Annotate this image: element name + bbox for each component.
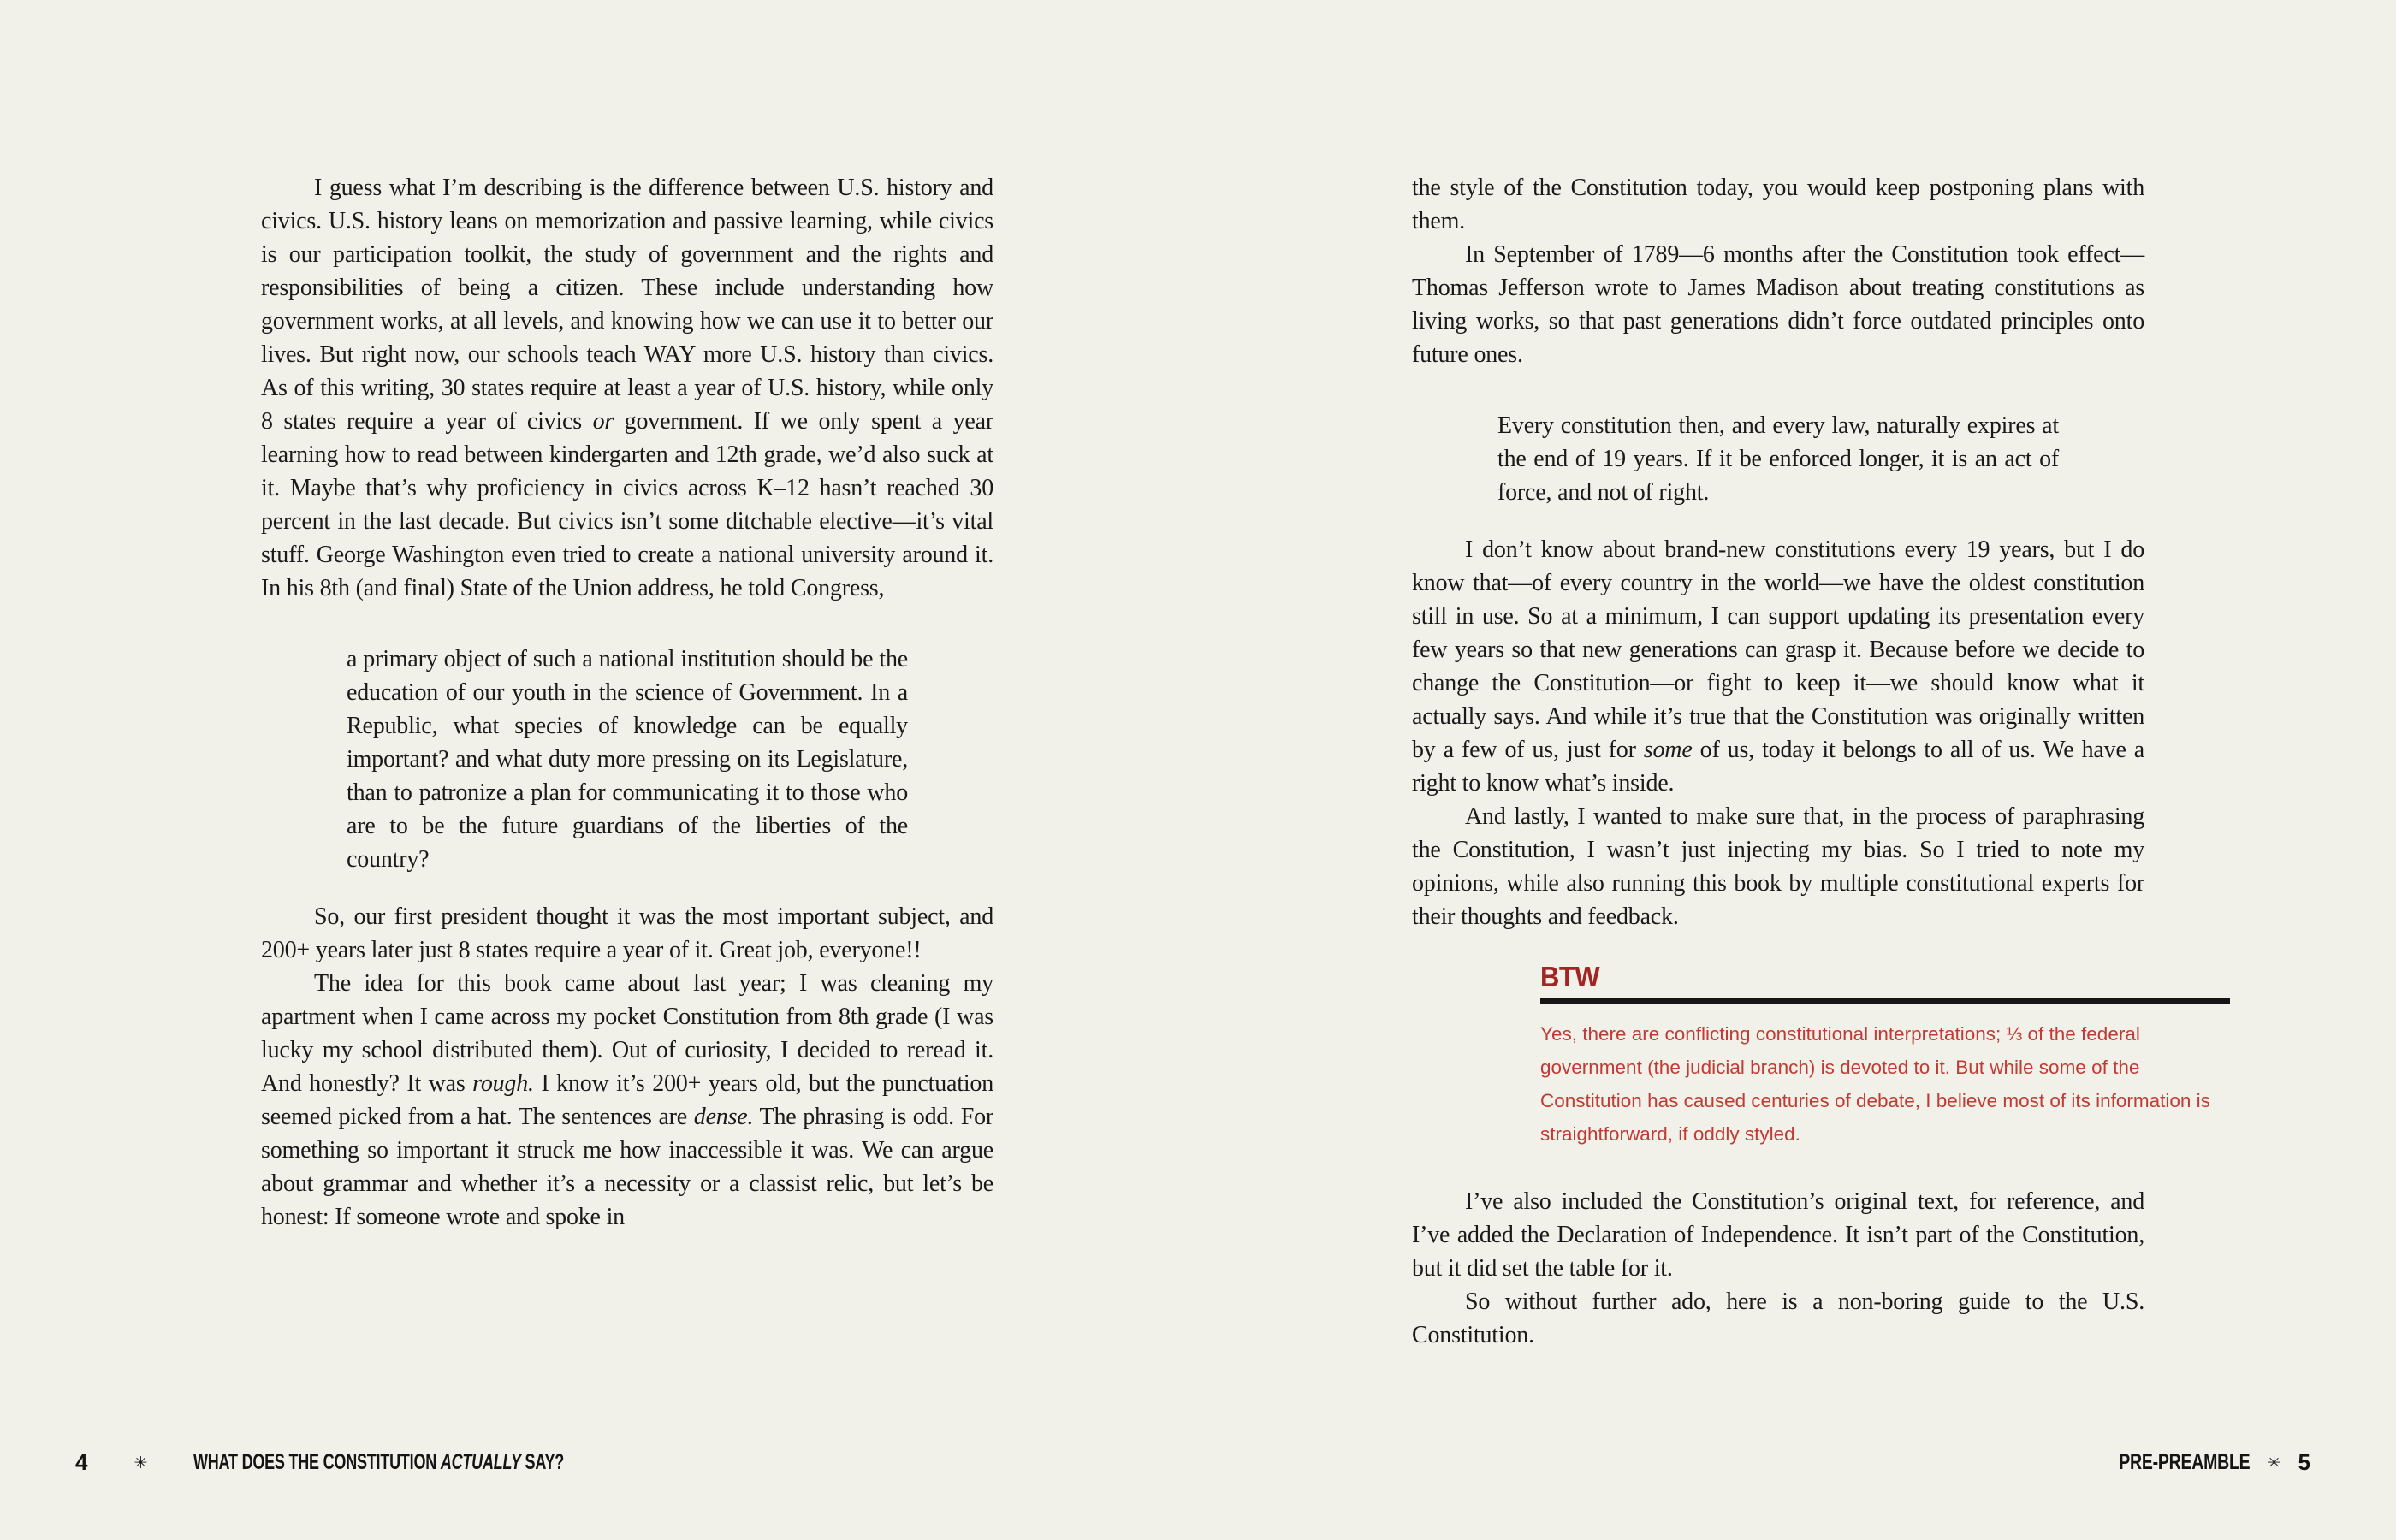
paragraph: And lastly, I wanted to make sure that, in the process of paraphrasing the Constitution, I wasn’t just injecting my bias. So I tried to note my opinions, while also running this book by multiple constitutional experts for their thoughts and feedback. — [1412, 803, 2144, 930]
right-page-footer — [2082, 1449, 2310, 1476]
right-page — [1412, 171, 2210, 1352]
asterisk-icon: ✳ — [2267, 1454, 2281, 1472]
paragraph: So without further ado, here is a non-boring guide to the U.S. Constitution. — [1412, 1288, 2144, 1348]
paragraph: I don’t know about brand-new constitutions every 19 years, but I do know that—of every country in the world—we have the oldest constitution still in use. So at a minimum, I can support updating its presentation every few years so that new generations can grasp it. Because before we decide to change the Constitution—or fight to keep it—we should know what it actually says. And while it’s true that the Constitution was originally written by a few of us, just for some of us, today it belongs to all of us. We have a right to know what’s inside. — [1412, 536, 2144, 797]
running-head: PRE-PREAMBLE — [2119, 1450, 2251, 1474]
page-number: 5 — [2298, 1449, 2310, 1475]
paragraph: I guess what I’m describing is the difference between U.S. history and civics. U.S. history leans on memorization and passive learning, while civics is our participation toolkit, the study of government and the rights and responsibilities of being a citizen. These include understanding how government works, at all levels, and knowing how we can use it to better our lives. But right now, our schools teach WAY more U.S. history than civics. As of this writing, 30 states require at least a year of U.S. history, while only 8 states require a year of civics or government. If we only spent a year learning how to read between kindergarten and 12th grade, we’d also suck at it. Maybe that’s why proficiency in civics across K–12 hasn’t reached 30 percent in the last decade. But civics isn’t some ditchable elective—it’s vital stuff. George Washington even tried to create a national university around it. In his 8th (and final) State of the Union address, he told Congress, — [261, 175, 994, 601]
block-quote-jefferson: Every constitution then, and every law, naturally expires at the end of 19 years. If it be enforced longer, it is an act of force, and not of right. — [1498, 412, 2059, 506]
btw-title: BTW — [1540, 961, 1600, 992]
left-page — [261, 171, 993, 1234]
btw-callout — [1540, 962, 2230, 1151]
left-page-footer — [75, 1449, 709, 1476]
paragraph: So, our first president thought it was the most important subject, and 200+ years later just 8 states require a year of it. Great job, everyone!! — [261, 903, 993, 963]
page-number: 4 — [75, 1449, 88, 1475]
btw-note-text: Yes, there are conflicting constitutional interpretations; ⅓ of the federal government (the judicial branch) is devoted to it. But while some of the Constitution has caused centuries of debate, I believe most of its information is straightforward, if oddly styled. — [1540, 1023, 2210, 1145]
paragraph: I’ve also included the Constitution’s original text, for reference, and I’ve added the Declaration of Independence. It isn’t part of the Constitution, but it did set the table for it. — [1412, 1188, 2144, 1282]
asterisk-icon: ✳ — [133, 1454, 148, 1472]
paragraph: The idea for this book came about last year; I was cleaning my apartment when I came across my pocket Constitution from 8th grade (I was lucky my school distributed them). Out of curiosity, I decided to reread it. And honestly? It was rough. I know it’s 200+ years old, but the punctuation seemed picked from a hat. The sentences are dense. The phrasing is odd. For something so important it struck me how inaccessible it was. We can argue about grammar and whether it’s a necessity or a classist relic, but let’s be honest: If someone wrote and spoke in — [261, 970, 993, 1230]
running-head: WHAT DOES THE CONSTITUTION ACTUALLY SAY? — [193, 1450, 565, 1474]
block-quote-washington: a primary object of such a national institution should be the education of our youth in the science of Government. In a Republic, what species of knowledge can be equally important? and what duty more pressing on its Legislature, than to patronize a plan for communicating it to those who are to be the future guardians of the liberties of the country? — [347, 646, 908, 873]
paragraph: the style of the Constitution today, you would keep postponing plans with them. — [1412, 175, 2144, 234]
paragraph: In September of 1789—6 months after the Constitution took effect—Thomas Jefferson wrote to James Madison about treating constitutions as living works, so that past generations didn’t force outdated principles onto future ones. — [1412, 241, 2144, 368]
btw-divider-rule — [1540, 998, 2230, 1004]
